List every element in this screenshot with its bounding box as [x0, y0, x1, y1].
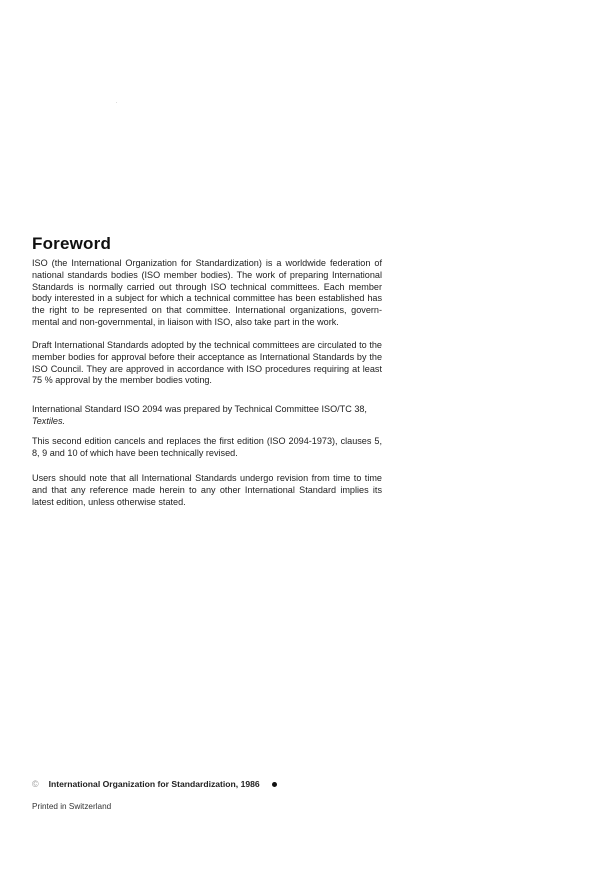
paragraph-revision-note: Users should note that all International Standards undergo revision from time to time and that any reference made herein to any other International Standard implies its latest edition, unless otherwise stated.	[32, 473, 382, 507]
scan-speck	[116, 102, 117, 103]
copyright-icon: ©	[32, 779, 39, 789]
printed-in: Printed in Switzerland	[32, 802, 112, 811]
paragraph-iso-intro: ISO (the International Organization for Standardization) is a worldwide federation of national standards bodies (ISO member bodies). The work of preparing International Standards is normally carried out through ISO technical committees. Each member body interested in a subject for which a technical committee has been established has the right to be represented on that committee. International organizations, govern-mental and non-governmental, in liaison with ISO, also take part in the work.	[32, 258, 382, 327]
page-title: Foreword	[32, 234, 112, 253]
paragraph-prepared-by	[32, 404, 382, 428]
prepared-by-text: International Standard ISO 2094 was prepared by Technical Committee ISO/TC 38,	[32, 404, 367, 414]
copyright-line	[32, 779, 277, 789]
bullet-icon	[272, 782, 277, 787]
committee-name: Textiles.	[32, 415, 66, 426]
paragraph-edition: This second edition cancels and replaces the first edition (ISO 2094-1973), clauses 5, 8, 9 and 10 of which have been technically revised.	[32, 436, 382, 458]
copyright-text: International Organization for Standardization, 1986	[48, 779, 260, 789]
paragraph-draft-standards: Draft International Standards adopted by the technical committees are circulated to the member bodies for approval before their acceptance as International Standards by the ISO Council. They are approved in accordance with ISO procedures requiring at least 75 % approval by the member bodies voting.	[32, 340, 382, 386]
